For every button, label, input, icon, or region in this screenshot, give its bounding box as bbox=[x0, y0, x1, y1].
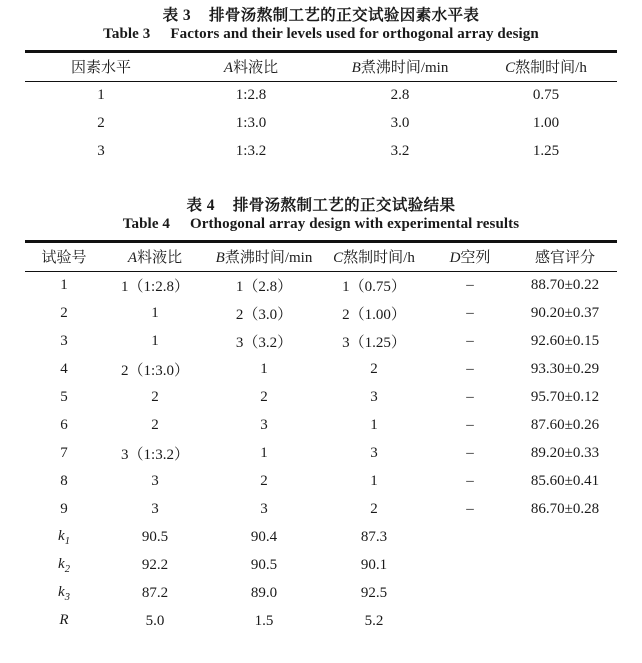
table4-cell-7-3: 1 bbox=[370, 473, 378, 490]
table4-summary-3-4 bbox=[427, 608, 513, 636]
table4-cell-5-3: 1 bbox=[370, 417, 378, 434]
table4-cell-6-0: 7 bbox=[60, 445, 68, 462]
table3-col-header-3 bbox=[475, 51, 617, 81]
summary-label-base: k bbox=[58, 528, 65, 545]
table4-col-code-3: C bbox=[333, 250, 344, 267]
table4-cell-6-2: 1 bbox=[260, 445, 268, 462]
table4-cell-6-4: – bbox=[466, 445, 474, 462]
table4-cell-7-5: 85.60±0.41 bbox=[530, 473, 600, 490]
table3-cell-1-2: 3.0 bbox=[390, 115, 410, 132]
table4-cell-1-3: 2（1.00） bbox=[342, 307, 406, 324]
table4-cell-6-3: 3 bbox=[370, 445, 378, 462]
table4-col-label-4: 空列 bbox=[460, 250, 491, 267]
table4-summary-1-3: 90.1 bbox=[360, 557, 388, 574]
table4-summary-3-2: 1.5 bbox=[254, 613, 274, 630]
table3-col-label-2: 煮沸时间/min bbox=[360, 60, 449, 77]
table-row bbox=[25, 608, 617, 636]
table3-col-header-0 bbox=[25, 51, 177, 81]
table3-cell-0-1: 1:2.8 bbox=[235, 87, 267, 104]
table4-col-label-3: 熬制时间/h bbox=[343, 250, 415, 267]
table4-cell-0-0: 1 bbox=[60, 277, 68, 294]
table3-header-row bbox=[25, 51, 617, 81]
table4-cell-7-2: 2 bbox=[260, 473, 268, 490]
table4-caption-en-number: Table 4 bbox=[122, 216, 171, 233]
table4-summary-0-2: 90.4 bbox=[250, 529, 278, 546]
table4-col-label-2: 煮沸时间/min bbox=[224, 250, 313, 267]
table3-cell-0-0: 1 bbox=[97, 87, 105, 104]
table4-cell-2-4: – bbox=[466, 333, 474, 350]
table4-col-label-1: 料液比 bbox=[137, 250, 183, 267]
table4-cell-2-2: 3（3.2） bbox=[235, 335, 293, 352]
table4-summary-1-1: 92.2 bbox=[141, 557, 169, 574]
table4-col-code-4: D bbox=[449, 250, 461, 267]
table4-cell-2-1: 1 bbox=[151, 333, 159, 350]
summary-label-sub: 3 bbox=[64, 592, 70, 604]
table4-caption-cn bbox=[0, 196, 642, 215]
table4-cell-4-0: 5 bbox=[60, 389, 68, 406]
table-row bbox=[25, 110, 617, 138]
table3 bbox=[25, 50, 617, 166]
table4-cell-2-5: 92.60±0.15 bbox=[530, 333, 600, 350]
table3-cell-2-3: 1.25 bbox=[532, 143, 560, 160]
table4-col-label-0: 试验号 bbox=[41, 250, 87, 267]
table3-cell-1-1: 1:3.0 bbox=[235, 115, 267, 132]
table3-col-code-3: C bbox=[505, 60, 516, 77]
table4-summary-1-5 bbox=[513, 552, 617, 580]
table4-summary-0-1: 90.5 bbox=[141, 529, 169, 546]
table4-summary-label-2 bbox=[25, 580, 103, 608]
table-row bbox=[25, 300, 617, 328]
table4-summary-3-3: 5.2 bbox=[364, 613, 384, 630]
table3-caption-en bbox=[0, 25, 642, 45]
table3-cell-0-3: 0.75 bbox=[532, 87, 560, 104]
table4-summary-2-2: 89.0 bbox=[250, 585, 278, 602]
table4-cell-8-2: 3 bbox=[260, 501, 268, 518]
table4-caption-en-text: Orthogonal array design with experimental results bbox=[190, 216, 520, 233]
table4-summary-label-3 bbox=[25, 608, 103, 636]
table4-summary-2-4 bbox=[427, 580, 513, 608]
table4-cell-3-2: 1 bbox=[260, 361, 268, 378]
table4-col-header-0 bbox=[25, 241, 103, 271]
table4-cell-2-3: 3（1.25） bbox=[342, 335, 406, 352]
table-row bbox=[25, 440, 617, 468]
table4-cell-7-4: – bbox=[466, 473, 474, 490]
table4-cell-8-3: 2 bbox=[370, 501, 378, 518]
table4-summary-2-3: 92.5 bbox=[360, 585, 388, 602]
table4-summary-0-5 bbox=[513, 524, 617, 552]
table4-wrapper bbox=[25, 240, 617, 636]
table-row bbox=[25, 384, 617, 412]
table4-cell-1-5: 90.20±0.37 bbox=[530, 305, 600, 322]
table4-cell-8-5: 86.70±0.28 bbox=[530, 501, 600, 518]
table-row bbox=[25, 468, 617, 496]
table4-cell-6-1: 3（1:3.2） bbox=[121, 447, 189, 464]
table4-cell-5-5: 87.60±0.26 bbox=[530, 417, 600, 434]
table3-head bbox=[25, 51, 617, 81]
table4-cell-4-5: 95.70±0.12 bbox=[530, 389, 600, 406]
table3-col-code-2: B bbox=[351, 60, 361, 77]
table4-col-header-4 bbox=[427, 241, 513, 271]
table4-cell-7-1: 3 bbox=[151, 473, 159, 490]
table4-cell-5-0: 6 bbox=[60, 417, 68, 434]
table4-cell-1-0: 2 bbox=[60, 305, 68, 322]
table4-cell-0-5: 88.70±0.22 bbox=[530, 277, 600, 294]
table4-cell-5-1: 2 bbox=[151, 417, 159, 434]
between-tables-spacer bbox=[0, 166, 642, 196]
summary-label-sub: 1 bbox=[64, 536, 70, 548]
table-row bbox=[25, 412, 617, 440]
table-row bbox=[25, 271, 617, 300]
table4-cell-2-0: 3 bbox=[60, 333, 68, 350]
table4-cell-1-4: – bbox=[466, 305, 474, 322]
table4-summary-label-0 bbox=[25, 524, 103, 552]
table3-caption-cn bbox=[0, 6, 642, 25]
table4-cell-4-4: – bbox=[466, 389, 474, 406]
table4-col-header-1 bbox=[103, 241, 207, 271]
summary-label-base: k bbox=[58, 556, 65, 573]
table3-col-code-1: A bbox=[223, 60, 234, 77]
table3-col-label-3: 熬制时间/h bbox=[515, 60, 587, 77]
table3-body bbox=[25, 81, 617, 166]
table-row bbox=[25, 138, 617, 166]
table4-cell-3-0: 4 bbox=[60, 361, 68, 378]
summary-label-sub: 2 bbox=[64, 564, 70, 576]
table4-caption-en bbox=[0, 215, 642, 235]
table4-cell-8-1: 3 bbox=[151, 501, 159, 518]
table3-wrapper bbox=[25, 50, 617, 166]
table4-summary-3-1: 5.0 bbox=[145, 613, 165, 630]
table4-summary-1-4 bbox=[427, 552, 513, 580]
table4-block bbox=[0, 196, 642, 636]
table4-col-header-5 bbox=[513, 241, 617, 271]
table4-col-label-5: 感官评分 bbox=[534, 250, 595, 267]
table3-cell-1-3: 1.00 bbox=[532, 115, 560, 132]
table-row bbox=[25, 524, 617, 552]
table4-cell-0-1: 1（1:2.8） bbox=[121, 279, 189, 296]
table4-cell-0-2: 1（2.8） bbox=[235, 279, 293, 296]
table3-cell-2-1: 1:3.2 bbox=[235, 143, 267, 160]
table4-cell-0-3: 1（0.75） bbox=[342, 279, 406, 296]
table3-block bbox=[0, 0, 642, 166]
table3-cell-1-0: 2 bbox=[97, 115, 105, 132]
table3-caption-cn-number: 表 3 bbox=[162, 7, 191, 24]
table-row bbox=[25, 580, 617, 608]
table4-cell-8-0: 9 bbox=[60, 501, 68, 518]
table3-col-label-1: 料液比 bbox=[233, 60, 279, 77]
table-row bbox=[25, 496, 617, 524]
table3-cell-2-0: 3 bbox=[97, 143, 105, 160]
table4-col-header-2 bbox=[207, 241, 321, 271]
table4-summary-0-3: 87.3 bbox=[360, 529, 388, 546]
table4-cell-8-4: – bbox=[466, 501, 474, 518]
summary-label-base: k bbox=[58, 584, 65, 601]
table4-cell-7-0: 8 bbox=[60, 473, 68, 490]
table4-cell-3-4: – bbox=[466, 361, 474, 378]
table4-body bbox=[25, 271, 617, 636]
table4-cell-5-4: – bbox=[466, 417, 474, 434]
table-row bbox=[25, 552, 617, 580]
table4-cell-5-2: 3 bbox=[260, 417, 268, 434]
table4-cell-4-3: 3 bbox=[370, 389, 378, 406]
table3-caption-en-number: Table 3 bbox=[103, 26, 151, 43]
summary-label-base: R bbox=[59, 612, 69, 629]
table4-col-header-3 bbox=[321, 241, 427, 271]
table4-summary-2-5 bbox=[513, 580, 617, 608]
table-row bbox=[25, 356, 617, 384]
table4-cell-3-3: 2 bbox=[370, 361, 378, 378]
table4-head bbox=[25, 241, 617, 271]
table4-caption-cn-number: 表 4 bbox=[186, 196, 215, 214]
table3-caption-cn-text: 排骨汤熬制工艺的正交试验因素水平表 bbox=[209, 7, 480, 24]
table4-cell-3-1: 2（1:3.0） bbox=[121, 363, 189, 380]
table4-col-code-2: B bbox=[215, 250, 225, 267]
table4-cell-0-4: – bbox=[466, 277, 474, 294]
table4-cell-6-5: 89.20±0.33 bbox=[530, 445, 600, 462]
table4-caption-cn-text: 排骨汤熬制工艺的正交试验结果 bbox=[232, 196, 456, 214]
table3-cell-2-2: 3.2 bbox=[390, 143, 410, 160]
table4-summary-1-2: 90.5 bbox=[250, 557, 278, 574]
table4-summary-3-5 bbox=[513, 608, 617, 636]
table3-cell-0-2: 2.8 bbox=[390, 87, 410, 104]
table4-summary-2-1: 87.2 bbox=[141, 585, 169, 602]
table-row bbox=[25, 328, 617, 356]
table4-summary-0-4 bbox=[427, 524, 513, 552]
table4-cell-4-2: 2 bbox=[260, 389, 268, 406]
table4-header-row bbox=[25, 241, 617, 271]
table3-col-header-1 bbox=[177, 51, 325, 81]
table4-cell-1-2: 2（3.0） bbox=[235, 307, 293, 324]
table4-cell-3-5: 93.30±0.29 bbox=[530, 361, 600, 378]
table-row bbox=[25, 81, 617, 110]
table4 bbox=[25, 240, 617, 636]
table4-summary-label-1 bbox=[25, 552, 103, 580]
table3-col-header-2 bbox=[325, 51, 475, 81]
table4-cell-4-1: 2 bbox=[151, 389, 159, 406]
table3-caption-en-text: Factors and their levels used for orthogonal array design bbox=[170, 26, 539, 43]
table4-cell-1-1: 1 bbox=[151, 305, 159, 322]
table4-col-code-1: A bbox=[127, 250, 138, 267]
table3-col-label-0: 因素水平 bbox=[70, 60, 131, 77]
